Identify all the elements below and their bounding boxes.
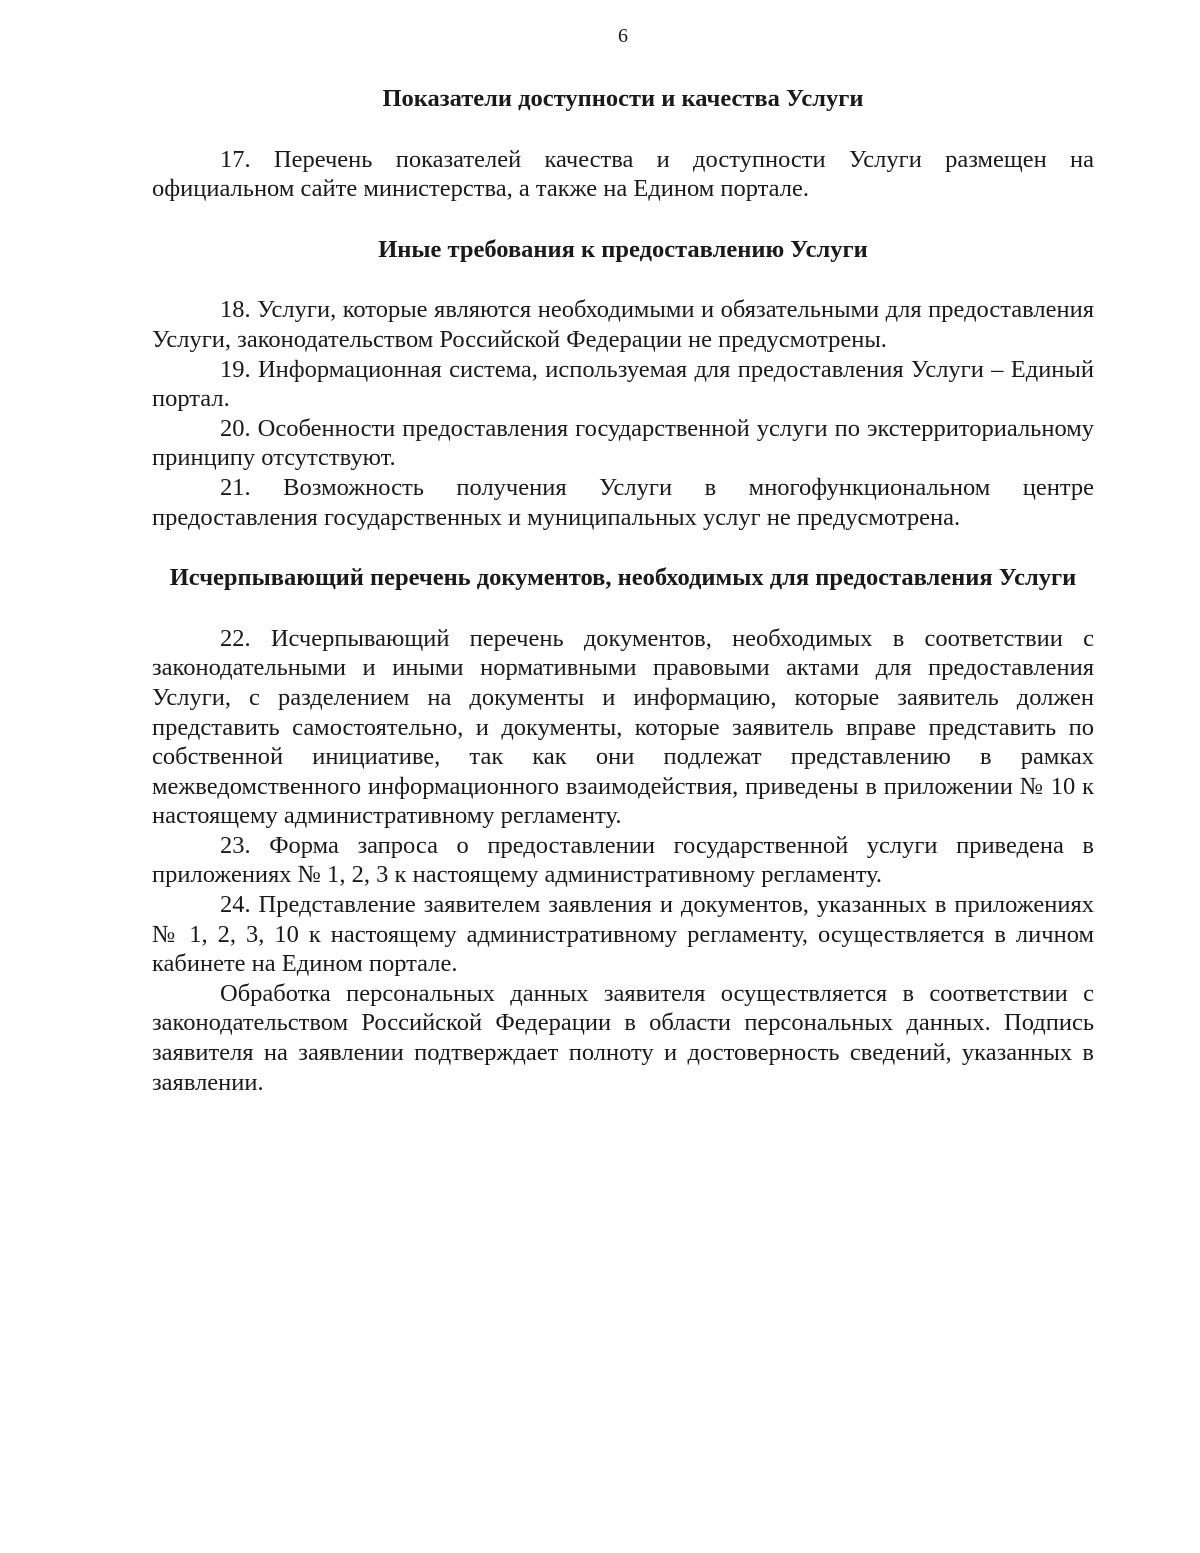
paragraph-24: 24. Представление заявителем заявления и документов, указанных в приложениях № 1, 2, 3, 10 к настоящему административному регламенту, осуществляется в личном кабинете на Едином портале.	[152, 891, 1094, 978]
section-availability-quality	[152, 84, 1094, 204]
paragraph-20: 20. Особенности предоставления государственной услуги по экстерриториальному принципу отсутствуют.	[152, 414, 1094, 472]
paragraph-21: 21. Возможность получения Услуги в многофункциональном центре предоставления государственных и муниципальных услуг не предусмотрена.	[152, 473, 1094, 531]
paragraph-19: 19. Информационная система, используемая для предоставления Услуги – Единый портал.	[152, 355, 1094, 413]
section-other-requirements	[152, 235, 1094, 532]
paragraph-18: 18. Услуги, которые являются необходимыми и обязательными для предоставления Услуги, законодательством Российской Федерации не предусмотрены.	[152, 296, 1094, 353]
paragraph-22: 22. Исчерпывающий перечень документов, необходимых в соответствии с законодательными и иными нормативными правовыми актами для предоставления Услуги, с разделением на документы и информацию, которые заявитель должен представить самостоятельно, и документы, которые заявитель вправе представить по собственной инициативе, так как они подлежат представлению в рамках межведомственного информационного взаимодействия, приведены в приложении № 10 к настоящему административному регламенту.	[152, 624, 1094, 830]
paragraph-17: 17. Перечень показателей качества и доступности Услуги размещен на официальном сайте министерства, а также на Едином портале.	[152, 145, 1094, 203]
page-number: 6	[618, 25, 628, 47]
section-heading: Исчерпывающий перечень документов, необходимых для предоставления Услуги	[169, 564, 1077, 592]
paragraph-23: 23. Форма запроса о предоставлении государственной услуги приведена в приложениях № 1, 2, 3 к настоящему административному регламенту.	[152, 831, 1094, 889]
section-heading: Иные требования к предоставлению Услуги	[378, 235, 868, 263]
document-body	[152, 84, 1094, 1097]
section-heading: Показатели доступности и качества Услуги	[382, 85, 864, 112]
section-documents-list	[152, 563, 1094, 1097]
paragraph-personal-data: Обработка персональных данных заявителя осуществляется в соответствии с законодательством Российской Федерации в области персональных данных. Подпись заявителя на заявлении подтверждает полноту и достоверность сведений, указанных в заявлении.	[152, 979, 1094, 1096]
